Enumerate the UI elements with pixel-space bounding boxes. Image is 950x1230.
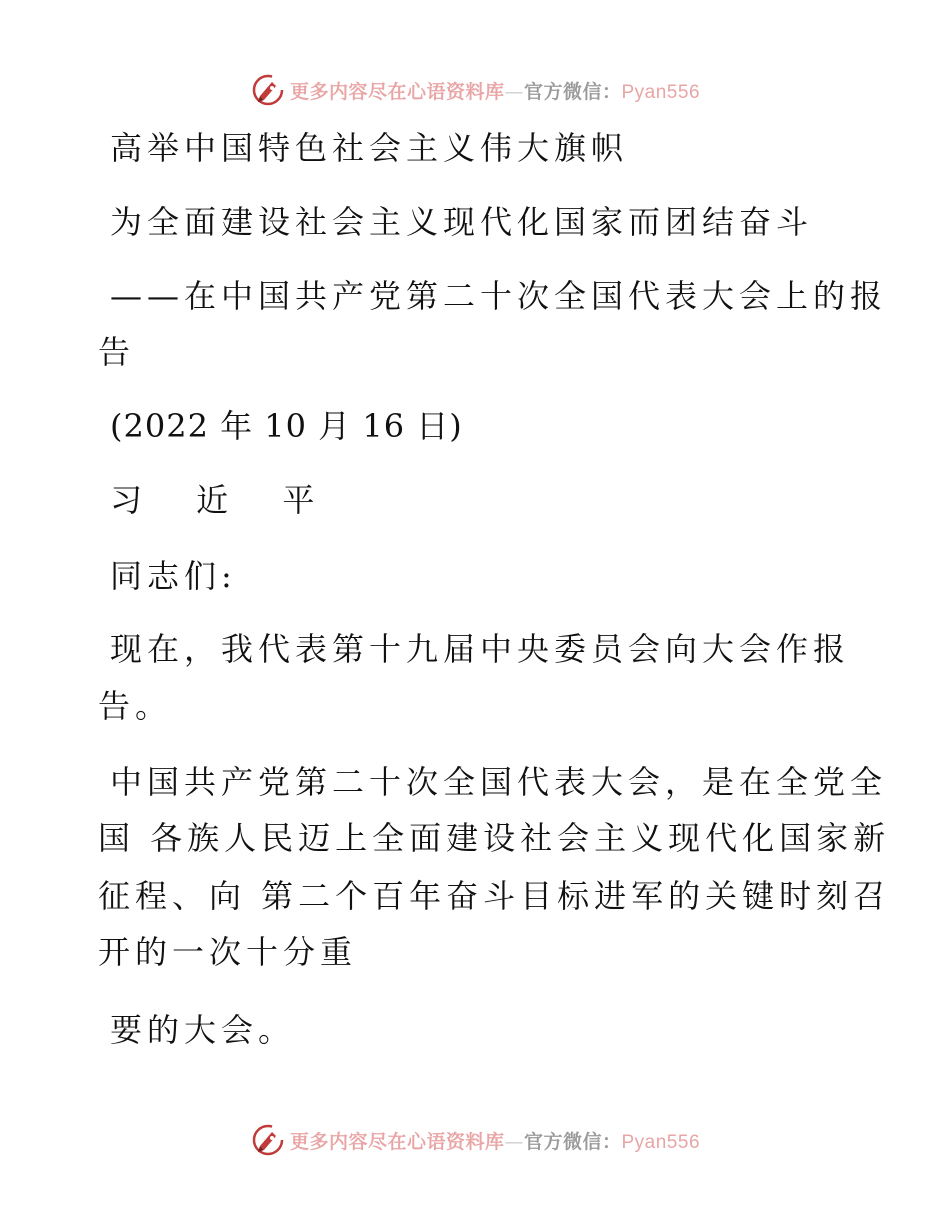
- document-date: (2022 年 10 月 16 日): [110, 407, 463, 445]
- paragraph-2-line-2: 国 各族人民迈上全面建设社会主义现代化国家新: [98, 819, 891, 857]
- document-subtitle-line-2: 告: [98, 333, 136, 371]
- watermark-official-label: 官方微信：: [523, 80, 622, 103]
- watermark-account: Pyan556: [621, 81, 701, 103]
- paragraph-1-line-2: 告。: [98, 687, 173, 725]
- paragraph-2-line-3: 征程、向 第二个百年奋斗目标进军的关键时刻召: [98, 877, 891, 915]
- paragraph-1-line-1: 现在，我代表第十九届中央委员会向大会作报: [110, 630, 851, 668]
- watermark-site-name: 更多内容尽在心语资料库: [289, 1130, 505, 1153]
- paragraph-2-line-4: 开的一次十分重: [98, 933, 358, 971]
- watermark-dash: —: [504, 80, 524, 103]
- watermark-site-name: 更多内容尽在心语资料库: [289, 80, 505, 103]
- paragraph-2-line-5: 要的大会。: [110, 1011, 296, 1049]
- watermark-official-label: 官方微信：: [523, 1130, 622, 1153]
- document-subtitle-line-1: ——在中国共产党第二十次全国代表大会上的报: [110, 277, 888, 315]
- salutation: 同志们:: [110, 557, 237, 595]
- pen-nib-seal-icon: [250, 1122, 286, 1158]
- watermark-text: [290, 1127, 700, 1154]
- paragraph-2-line-1: 中国共产党第二十次全国代表大会，是在全党全: [110, 763, 888, 801]
- watermark-account: Pyan556: [621, 1131, 701, 1153]
- document-author: 习 近 平: [110, 481, 337, 519]
- document-title-line-1: 高举中国特色社会主义伟大旗帜: [110, 129, 629, 167]
- document-title-line-2: 为全面建设社会主义现代化国家而团结奋斗: [110, 203, 814, 241]
- footer-watermark: [0, 1120, 950, 1160]
- watermark-dash: —: [504, 1130, 524, 1153]
